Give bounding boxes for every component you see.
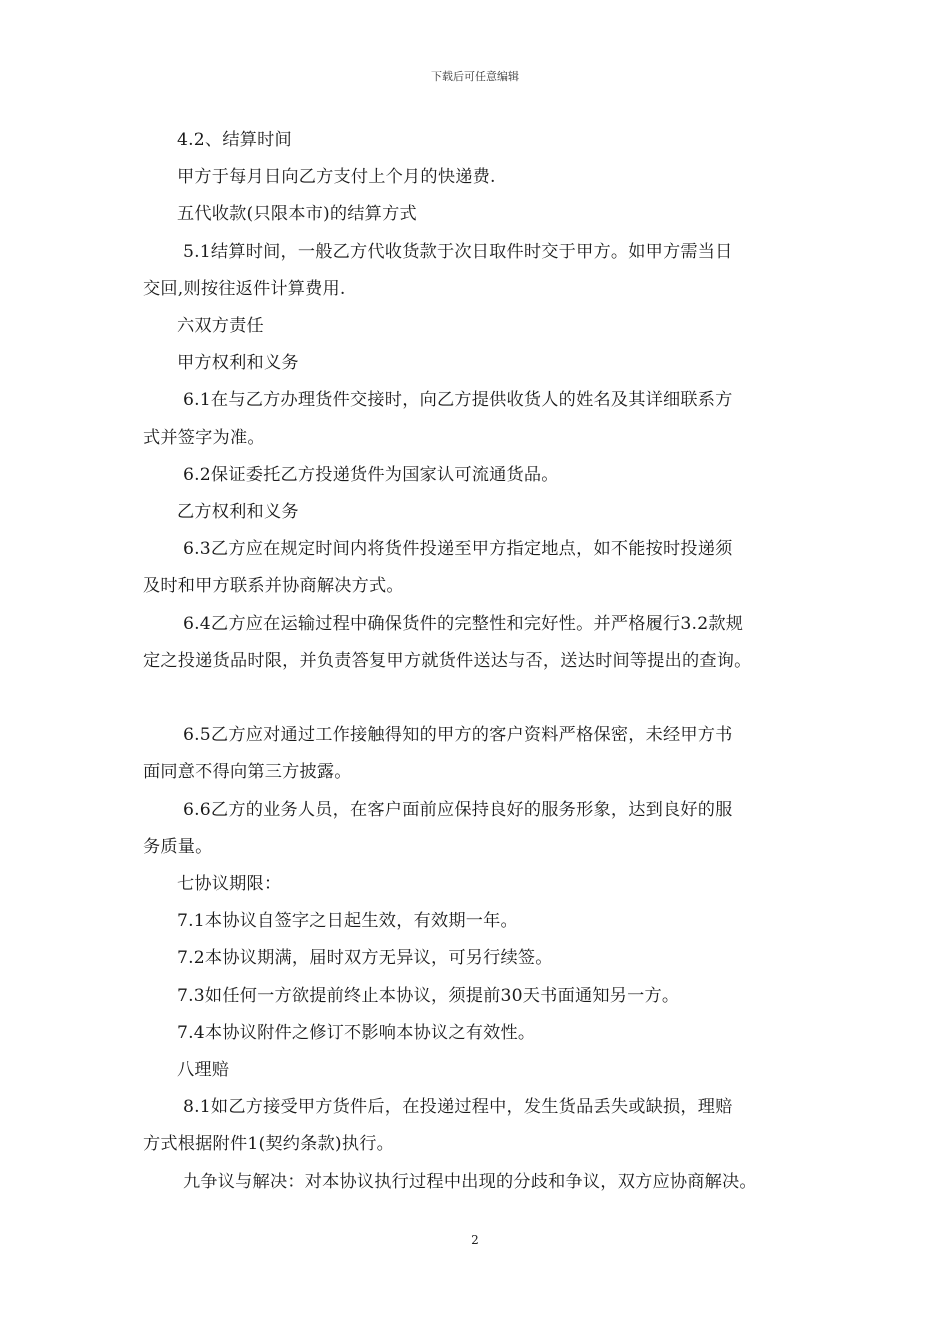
page-number: 2 xyxy=(471,1233,479,1247)
paragraph: 七协议期限： xyxy=(177,874,282,895)
paragraph: 8.1如乙方接受甲方货件后，在投递过程中，发生货品丢失或缺损，理赔 xyxy=(183,1097,733,1118)
document-body xyxy=(143,122,823,1201)
paragraph: 甲方权利和义务 xyxy=(177,353,299,374)
paragraph: 6.2保证委托乙方投递货件为国家认可流通货品。 xyxy=(183,464,559,485)
paragraph: 面同意不得向第三方披露。 xyxy=(143,762,352,783)
paragraph: 及时和甲方联系并协商解决方式。 xyxy=(143,576,404,597)
paragraph: 六双方责任 xyxy=(177,316,264,337)
paragraph: 五代收款(只限本市)的结算方式 xyxy=(177,204,417,225)
paragraph: 7.3如任何一方欲提前终止本协议，须提前30天书面通知另一方。 xyxy=(177,985,680,1006)
paragraph: 乙方权利和义务 xyxy=(177,502,299,523)
paragraph: 6.3乙方应在规定时间内将货件投递至甲方指定地点，如不能按时投递须 xyxy=(183,539,733,560)
paragraph: 甲方于每月日向乙方支付上个月的快递费. xyxy=(177,167,496,188)
paragraph: 6.6乙方的业务人员，在客户面前应保持良好的服务形象，达到良好的服 xyxy=(183,799,733,820)
paragraph: 7.1本协议自签字之日起生效，有效期一年。 xyxy=(177,911,518,932)
paragraph: 7.2本协议期满，届时双方无异议，可另行续签。 xyxy=(177,948,553,969)
paragraph: 7.4本协议附件之修订不影响本协议之有效性。 xyxy=(177,1022,536,1043)
paragraph: 九争议与解决：对本协议执行过程中出现的分歧和争议，双方应协商解决。 xyxy=(183,1171,757,1192)
paragraph: 6.4乙方应在运输过程中确保货件的完整性和完好性。并严格履行3.2款规 xyxy=(183,613,744,634)
paragraph: 八理赔 xyxy=(177,1060,230,1081)
paragraph: 定之投递货品时限，并负责答复甲方就货件送达与否，送达时间等提出的查询。 xyxy=(143,650,752,671)
page-header: 下载后可任意编辑 xyxy=(431,70,519,83)
paragraph: 务质量。 xyxy=(143,836,213,857)
paragraph: 5.1结算时间，一般乙方代收货款于次日取件时交于甲方。如甲方需当日 xyxy=(183,241,733,262)
paragraph: 交回,则按往返件计算费用. xyxy=(143,278,346,299)
paragraph: 4.2、结算时间 xyxy=(177,130,292,150)
paragraph: 式并签字为准。 xyxy=(143,427,265,448)
paragraph: 方式根据附件1(契约条款)执行。 xyxy=(143,1134,394,1155)
paragraph: 6.5乙方应对通过工作接触得知的甲方的客户资料严格保密，未经甲方书 xyxy=(183,725,733,746)
paragraph-spacer xyxy=(143,680,823,717)
paragraph: 6.1在与乙方办理货件交接时，向乙方提供收货人的姓名及其详细联系方 xyxy=(183,390,733,411)
